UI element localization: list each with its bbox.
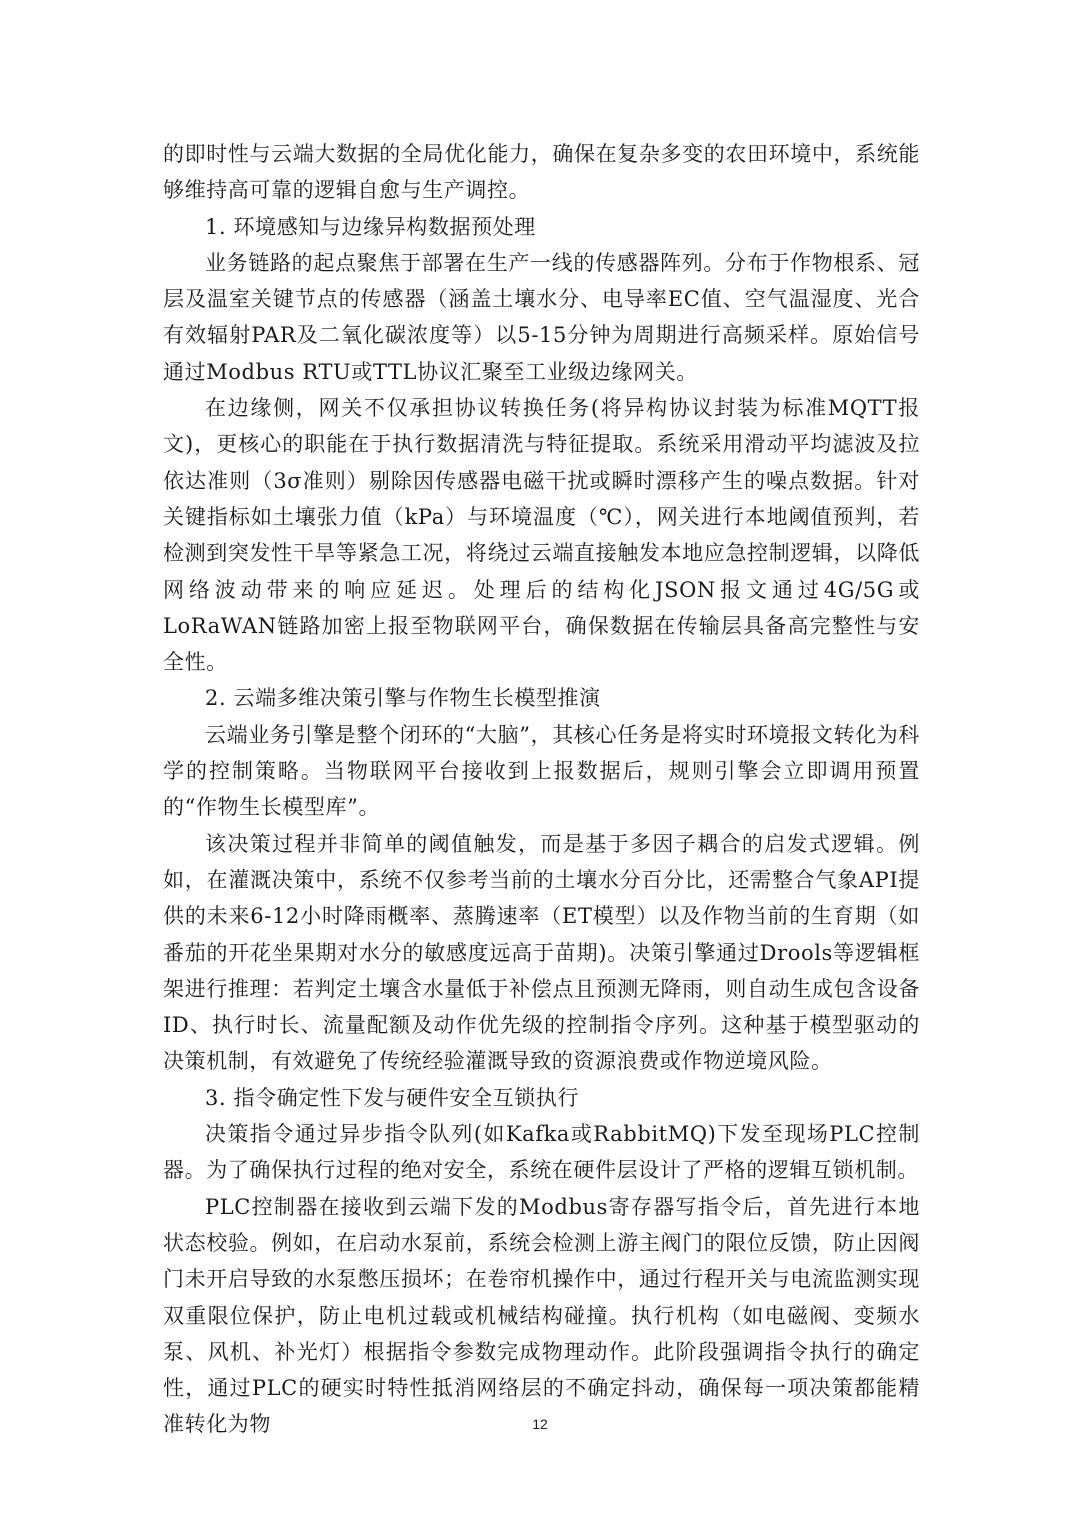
page-number: 12 xyxy=(532,1416,548,1432)
paragraph: 决策指令通过异步指令队列(如Kafka或RabbitMQ)下发至现场PLC控制器。为了确保执行过程的绝对安全，系统在硬件层设计了严格的逻辑互锁机制。 xyxy=(163,1122,920,1183)
section-heading-1: 1. 环境感知与边缘异构数据预处理 xyxy=(205,214,536,239)
paragraph: 云端业务引擎是整个闭环的“大脑”，其核心任务是将实时环境报文转化为科学的控制策略。当物联网平台接收到上报数据后，规则引擎会立即调用预置的“作物生长模型库”。 xyxy=(163,722,920,820)
paragraph-continuation: 的即时性与云端大数据的全局优化能力，确保在复杂多变的农田环境中，系统能够维持高可靠的逻辑自愈与生产调控。 xyxy=(163,142,920,203)
section-heading-3: 3. 指令确定性下发与硬件安全互锁执行 xyxy=(205,1085,580,1110)
paragraph: PLC控制器在接收到云端下发的Modbus寄存器写指令后，首先进行本地状态校验。例如，在启动水泵前，系统会检测上游主阀门的限位反馈，防止因阀门未开启导致的水泵憋压损坏；在卷帘机操作中，通过行程开关与电流监测实现双重限位保护，防止电机过载或机械结构碰撞。执行机构（如电磁阀、变频水泵、风机、补光灯）根据指令参数完成物理动作。此阶段强调指令执行的确定性，通过PLC的硬实时特性抵消网络层的不确定抖动，确保每一项决策都能精准转化为物 xyxy=(163,1194,920,1437)
section-heading-2: 2. 云端多维决策引擎与作物生长模型推演 xyxy=(205,686,601,711)
paragraph: 该决策过程并非简单的阈值触发，而是基于多因子耦合的启发式逻辑。例如，在灌溉决策中，系统不仅参考当前的土壤水分百分比，还需整合气象API提供的未来6-12小时降雨概率、蒸腾速率（ET模型）以及作物当前的生育期（如番茄的开花坐果期对水分的敏感度远高于苗期)。决策引擎通过Drools等逻辑框架进行推理：若判定土壤含水量低于补偿点且预测无降雨，则自动生成包含设备ID、执行时长、流量配额及动作优先级的控制指令序列。这种基于模型驱动的决策机制，有效避免了传统经验灌溉导致的资源浪费或作物逆境风险。 xyxy=(163,831,920,1074)
body-text xyxy=(163,136,920,1443)
paragraph: 在边缘侧，网关不仅承担协议转换任务(将异构协议封装为标准MQTT报文)，更核心的职能在于执行数据清洗与特征提取。系统采用滑动平均滤波及拉依达准则（3σ准则）剔除因传感器电磁干扰或瞬时漂移产生的噪点数据。针对关键指标如土壤张力值（kPa）与环境温度（℃），网关进行本地阈值预判，若检测到突发性干旱等紧急工况，将绕过云端直接触发本地应急控制逻辑，以降低网络波动带来的响应延迟。处理后的结构化JSON报文通过4G/5G或LoRaWAN链路加密上报至物联网平台，确保数据在传输层具备高完整性与安全性。 xyxy=(163,396,920,675)
paragraph: 业务链路的起点聚焦于部署在生产一线的传感器阵列。分布于作物根系、冠层及温室关键节点的传感器（涵盖土壤水分、电导率EC值、空气温湿度、光合有效辐射PAR及二氧化碳浓度等）以5-15分钟为周期进行高频采样。原始信号通过Modbus RTU或TTL协议汇聚至工业级边缘网关。 xyxy=(163,250,920,384)
